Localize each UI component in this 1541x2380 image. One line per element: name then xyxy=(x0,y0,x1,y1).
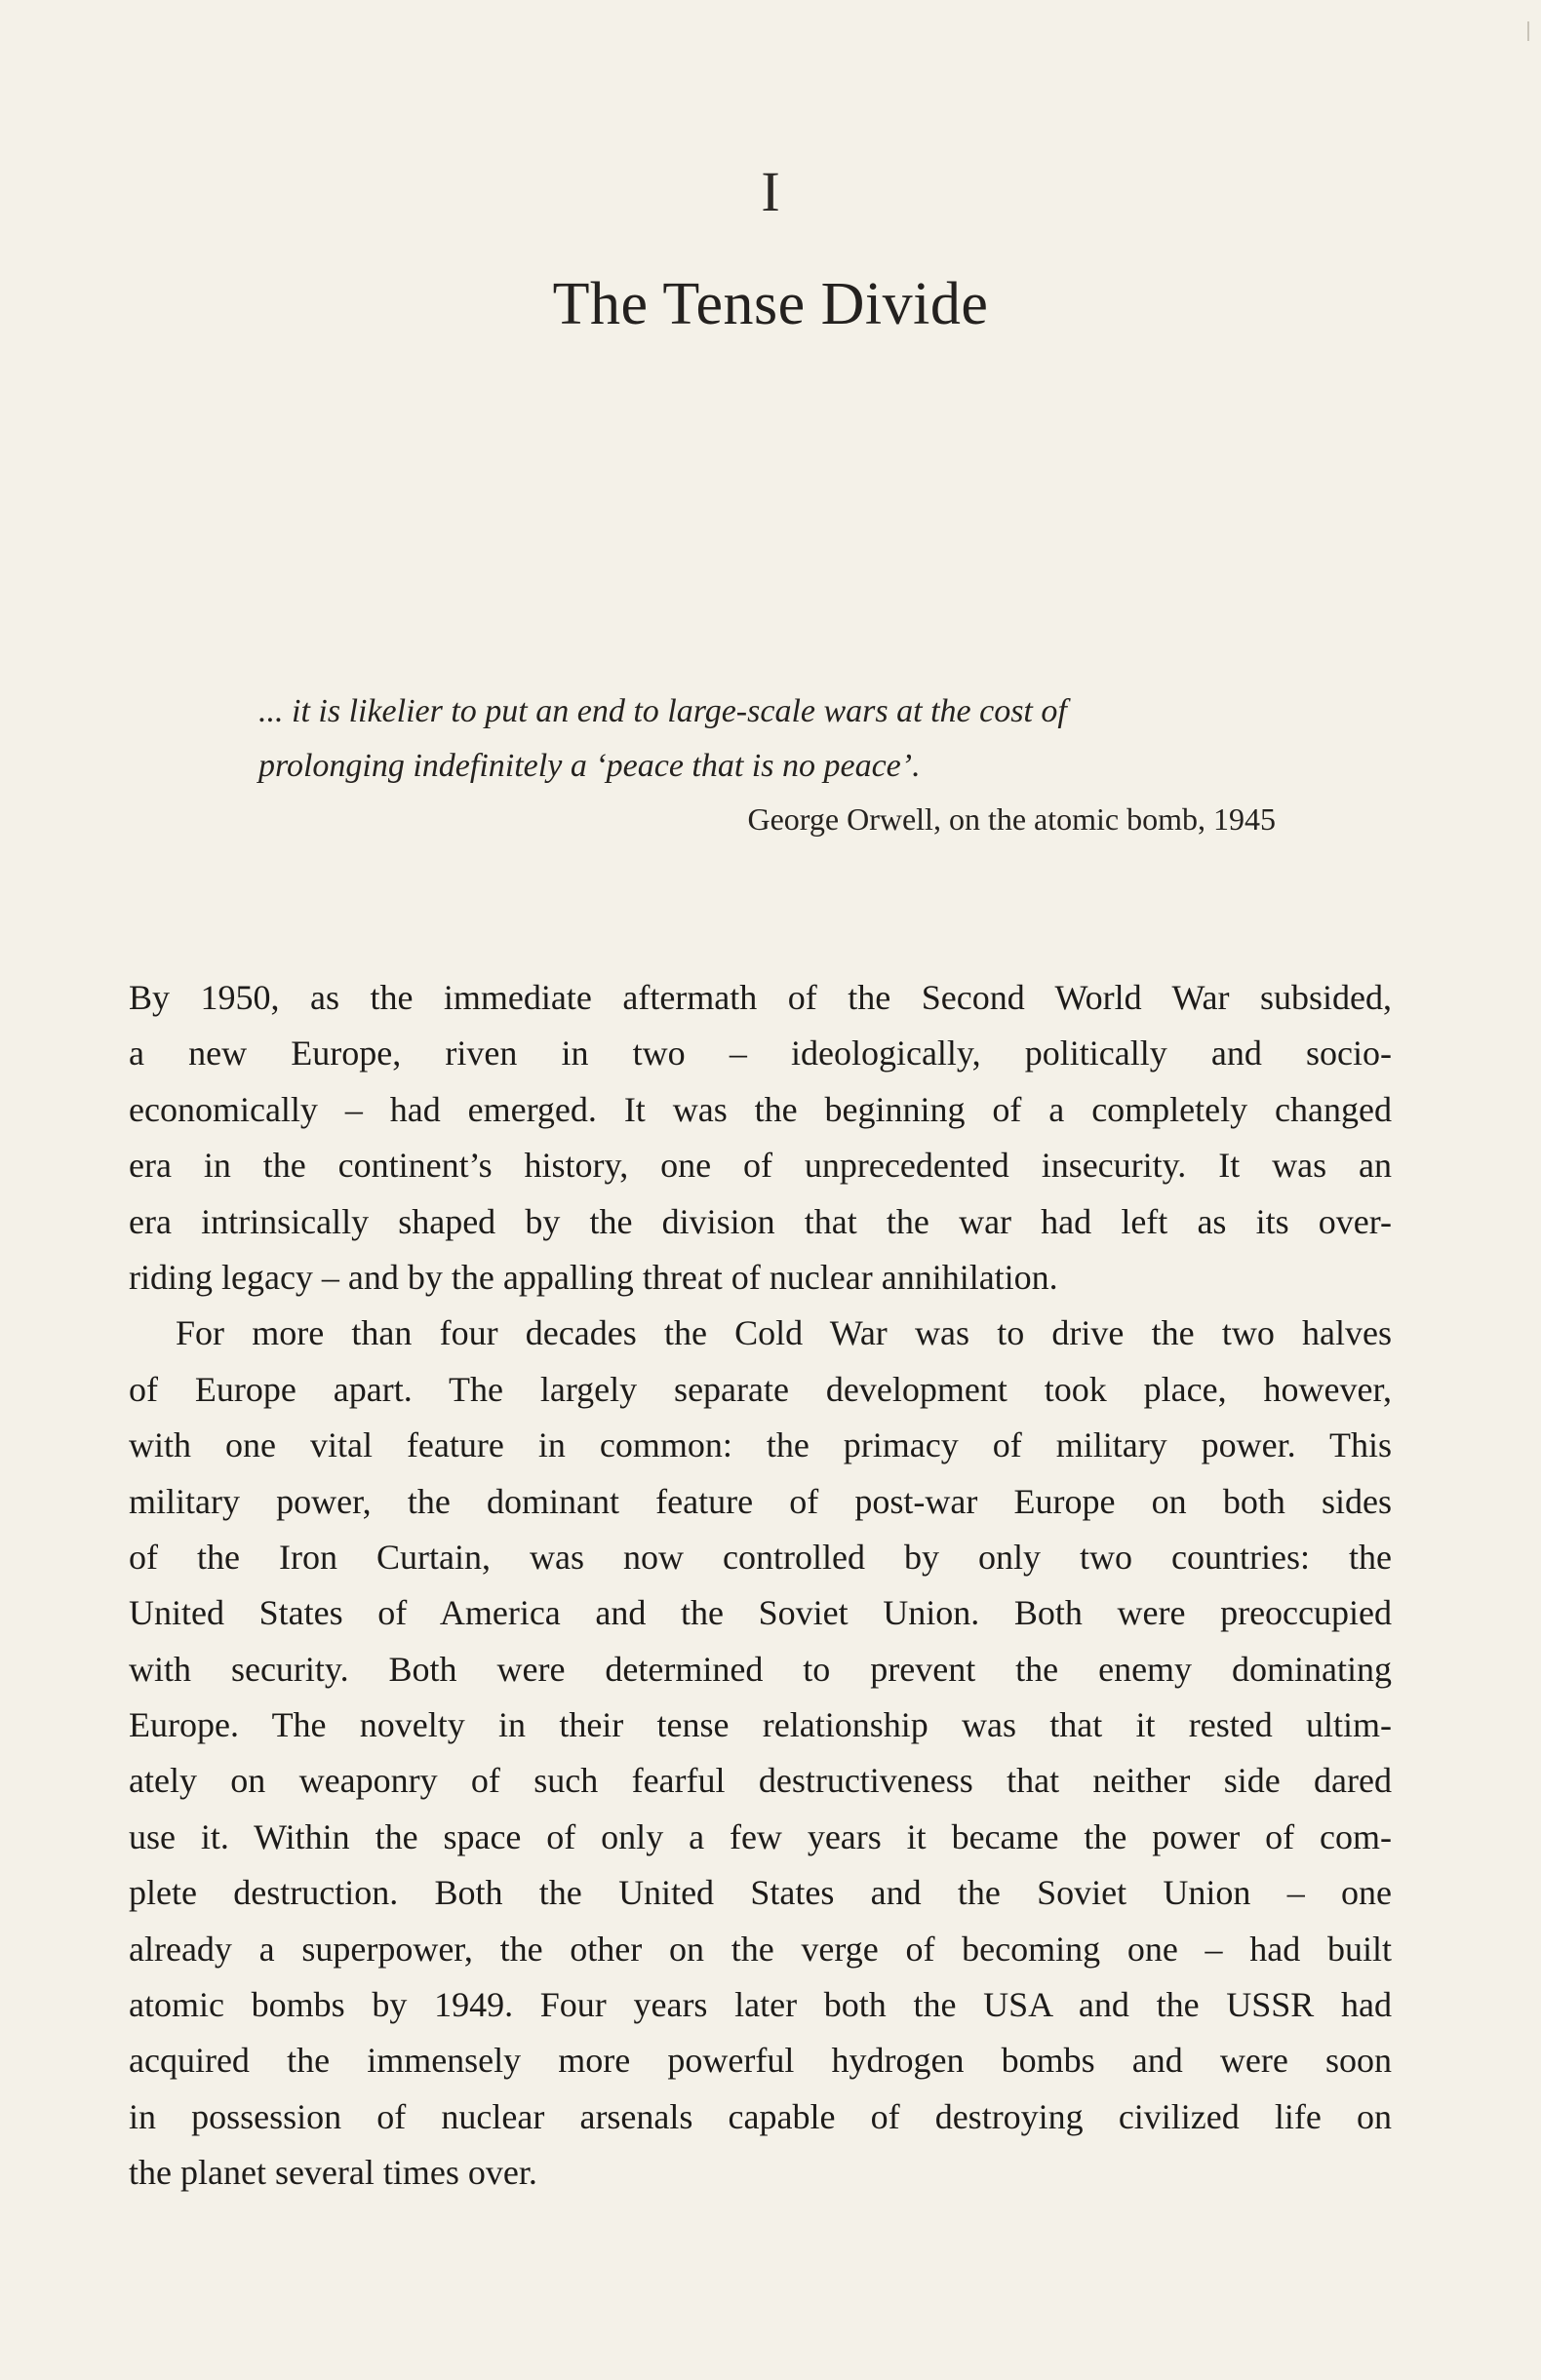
text-line: era in the continent’s history, one of unprecedented insecurity. It was an xyxy=(129,1146,1392,1186)
text-line: ately on weaponry of such fearful destructiveness that neither side dared xyxy=(129,1761,1392,1801)
epigraph xyxy=(258,684,1276,844)
chapter-number: I xyxy=(761,160,780,223)
epigraph-line: ... it is likelier to put an end to large-scale wars at the cost of xyxy=(258,693,1067,729)
text-line: By 1950, as the immediate aftermath of the Second World War subsided, xyxy=(129,978,1392,1017)
text-line: era intrinsically shaped by the division that the war had left as its over- xyxy=(129,1201,1392,1241)
text-line: already a superpower, the other on the verge of becoming one – had built xyxy=(129,1929,1392,1969)
epigraph-attribution: George Orwell, on the atomic bomb, 1945 xyxy=(747,801,1276,837)
text-line: of the Iron Curtain, was now controlled by only two countries: the xyxy=(129,1537,1392,1577)
text-line: atomic bombs by 1949. Four years later both the USA and the USSR had xyxy=(129,1985,1392,2025)
text-line: economically – had emerged. It was the beginning of a completely changed xyxy=(129,1089,1392,1129)
paragraph-1 xyxy=(129,970,1392,1306)
body-text xyxy=(129,970,1392,2202)
text-line: in possession of nuclear arsenals capable of destroying civilized life on xyxy=(129,2096,1392,2136)
text-line: of Europe apart. The largely separate development took place, however, xyxy=(129,1369,1392,1409)
text-line: military power, the dominant feature of post-war Europe on both sides xyxy=(129,1481,1392,1521)
text-line: with security. Both were determined to prevent the enemy dominating xyxy=(129,1649,1392,1689)
paragraph-2 xyxy=(129,1306,1392,2201)
chapter-title: The Tense Divide xyxy=(552,271,989,337)
epigraph-line: prolonging indefinitely a ‘peace that is no peace’. xyxy=(258,748,921,784)
text-line: use it. Within the space of only a few years it became the power of com- xyxy=(129,1816,1392,1856)
text-line: with one vital feature in common: the primacy of military power. This xyxy=(129,1425,1392,1465)
text-line: riding legacy – and by the appalling threat of nuclear annihilation. xyxy=(129,1257,1058,1297)
text-line: For more than four decades the Cold War was to drive the two halves xyxy=(176,1313,1392,1353)
text-line: acquired the immensely more powerful hydrogen bombs and were soon xyxy=(129,2041,1392,2081)
text-line: the planet several times over. xyxy=(129,2153,537,2193)
text-line: a new Europe, riven in two – ideologically, politically and socio- xyxy=(129,1034,1392,1073)
text-line: plete destruction. Both the United States and the Soviet Union – one xyxy=(129,1873,1392,1913)
text-line: United States of America and the Soviet Union. Both were preoccupied xyxy=(129,1593,1392,1633)
text-line: Europe. The novelty in their tense relationship was that it rested ultim- xyxy=(129,1705,1392,1745)
page-edge-mark xyxy=(1527,21,1529,41)
